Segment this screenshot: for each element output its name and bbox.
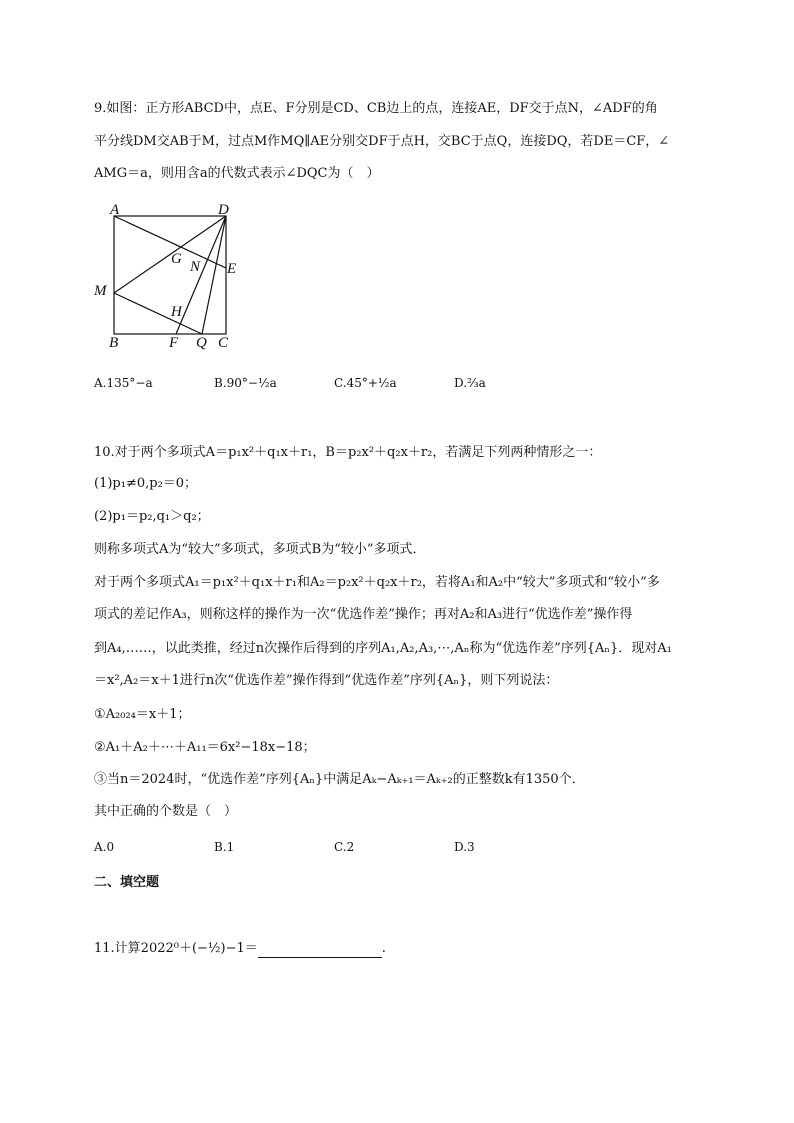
label-f: F bbox=[169, 335, 179, 350]
label-a: A bbox=[110, 202, 120, 218]
q10-option-a: A.0 bbox=[94, 840, 115, 854]
q10-line-5: 对于两个多项式A₁＝p₁x²＋q₁x＋r₁和A₂＝p₂x²＋q₂x＋r₂，若将A₁和A₂中“较大”多项式和“较小”多 bbox=[94, 575, 660, 590]
q10-option-d: D.3 bbox=[454, 840, 475, 854]
segment-ae bbox=[114, 216, 226, 268]
section-title: 二、填空题 bbox=[94, 875, 160, 890]
segment-dq bbox=[202, 216, 226, 334]
geometry-figure bbox=[94, 198, 254, 350]
q11-period: . bbox=[381, 941, 386, 956]
q9-line-2: 平分线DM交AB于M，过点M作MQ∥AE分别交DF于点H，交BC于点Q，连接DQ，若DE＝CF，∠ bbox=[94, 134, 670, 149]
q10-line-question: 其中正确的个数是（ ） bbox=[94, 804, 238, 819]
segment-mq bbox=[114, 293, 202, 334]
answer-blank[interactable] bbox=[258, 945, 382, 958]
label-m: M bbox=[94, 283, 107, 299]
q9-option-a: A.135°−a bbox=[94, 376, 153, 390]
q10-line-7: 到A₄,……，以此类推，经过n次操作后得到的序列A₁,A₂,A₃,⋯,Aₙ称为“优选作差”序列{Aₙ}．现对A₁ bbox=[94, 641, 672, 656]
q9-option-d: D.⅔a bbox=[454, 376, 486, 390]
q10-option-c: C.2 bbox=[334, 840, 355, 854]
label-g: G bbox=[171, 251, 182, 267]
q10-statement-3: ③当n＝2024时，“优选作差”序列{Aₙ}中满足Aₖ−Aₖ₊₁＝Aₖ₊₂的正整数k有1350个． bbox=[94, 772, 585, 787]
q10-line-1: 10.对于两个多项式A＝p₁x²＋q₁x＋r₁，B＝p₂x²＋q₂x＋r₂，若满足下列两种情形之一： bbox=[94, 445, 602, 460]
label-b: B bbox=[109, 335, 119, 350]
q9-line-1: 9.如图：正方形ABCD中，点E、F分别是CD、CB边上的点，连接AE，DF交于点N，∠ADF的角 bbox=[94, 101, 658, 116]
q10-line-4: 则称多项式A为“较大”多项式，多项式B为“较小”多项式． bbox=[94, 542, 426, 557]
label-q: Q bbox=[196, 335, 207, 350]
label-c: C bbox=[218, 335, 229, 350]
q10-line-8: ＝x²,A₂＝x＋1进行n次“优选作差”操作得到“优选作差”序列{Aₙ}，则下列说法： bbox=[94, 673, 559, 688]
q9-line-3: AMG＝a，则用含a的代数式表示∠DQC为（ ） bbox=[94, 166, 380, 181]
q10-line-6: 项式的差记作A₃，则称这样的操作为一次“优选作差”操作；再对A₂和A₃进行“优选作差”操作得 bbox=[94, 607, 633, 622]
label-d: D bbox=[218, 202, 229, 218]
q11-line bbox=[94, 940, 386, 958]
q10-option-b: B.1 bbox=[214, 840, 235, 854]
label-n: N bbox=[190, 259, 201, 275]
label-h: H bbox=[171, 304, 182, 320]
q10-statement-1: ①A₂₀₂₄＝x＋1； bbox=[94, 707, 191, 722]
q11-text: 11.计算2022⁰＋(−½)−1＝ bbox=[94, 941, 258, 956]
q10-statement-2: ②A₁＋A₂＋⋯＋A₁₁＝6x²−18x−18； bbox=[94, 740, 316, 755]
label-e: E bbox=[227, 261, 237, 277]
q10-line-2: (1)p₁≠0,p₂＝0； bbox=[94, 476, 198, 491]
q9-option-c: C.45°+½a bbox=[334, 376, 397, 390]
q9-option-b: B.90°−½a bbox=[214, 376, 277, 390]
q10-line-3: (2)p₁＝p₂,q₁＞q₂； bbox=[94, 509, 210, 524]
square-abcd bbox=[114, 216, 226, 334]
